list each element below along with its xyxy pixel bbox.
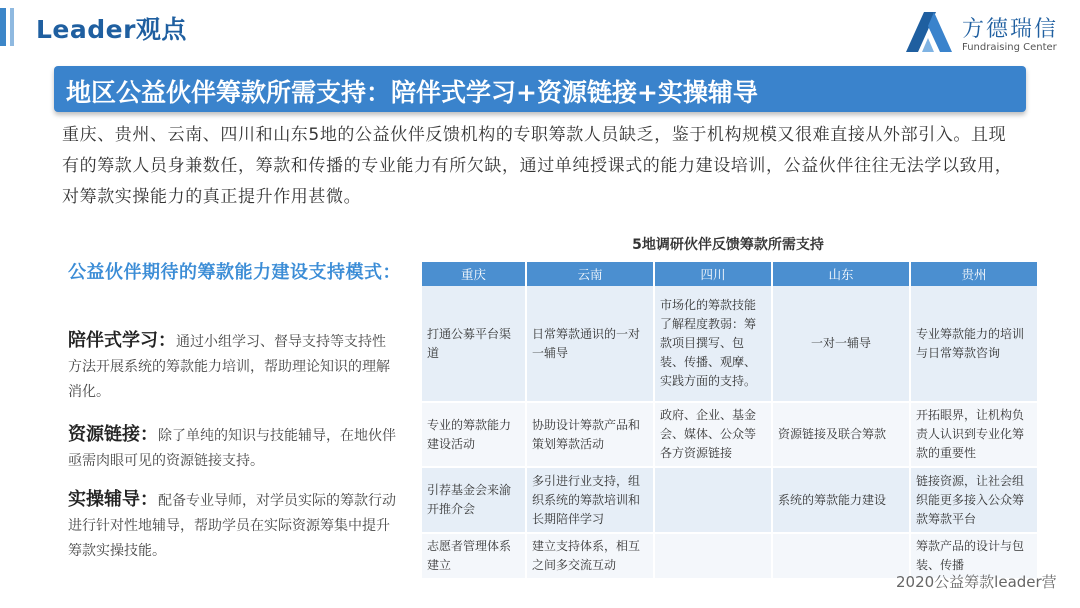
table-cell: 建立支持体系，相互之间多交流互动 <box>526 533 654 579</box>
column-header-guizhou: 贵州 <box>910 262 1038 286</box>
table-cell: 资源链接及联合筹款 <box>772 402 910 467</box>
table-cell: 专业筹款能力的培训与日常筹款咨询 <box>910 286 1038 402</box>
footer-event-label: 2020公益筹款leader营 <box>896 573 1057 591</box>
support-modes-heading: 公益伙伴期待的筹款能力建设支持模式： <box>68 262 401 283</box>
table-header-row <box>422 262 1038 286</box>
banner-title: 地区公益伙伴筹款所需支持：陪伴式学习+资源链接+实操辅导 <box>66 78 758 107</box>
table-cell: 系统的筹款能力建设 <box>772 467 910 533</box>
brand-logo-subtitle: Fundraising Center <box>962 42 1057 53</box>
table-row <box>422 286 1038 402</box>
mode-term: 陪伴式学习： <box>68 330 176 351</box>
page-title: Leader观点 <box>36 15 187 44</box>
table-cell <box>772 533 910 579</box>
mode-resource-linking <box>68 422 398 474</box>
column-header-shandong: 山东 <box>772 262 910 286</box>
table-cell: 链接资源，让社会组织能更多接入公众筹款筹款平台 <box>910 467 1038 533</box>
mode-term: 资源链接： <box>68 424 158 445</box>
table-cell: 政府、企业、基金会、媒体、公众等各方资源链接 <box>654 402 772 467</box>
column-header-sichuan: 四川 <box>654 262 772 286</box>
mode-description: 配备专业导师，对学员实际的筹款行动进行针对性地辅导，帮助学员在实际资源筹集中提升筹款实操技能。 <box>68 493 396 559</box>
brand-logo-name: 方德瑞信 <box>962 17 1059 42</box>
brand-logo-icon <box>906 10 956 54</box>
table-cell: 一对一辅导 <box>772 286 910 402</box>
header-accent-bar <box>0 8 6 46</box>
table-cell: 开拓眼界，让机构负责人认识到专业化筹款的重要性 <box>910 402 1038 467</box>
mode-description: 通过小组学习、督导支持等支持性方法开展系统的筹款能力培训，帮助理论知识的理解消化。 <box>68 334 390 400</box>
header-accent-bar-light <box>10 8 14 46</box>
column-header-yunnan: 云南 <box>526 262 654 286</box>
support-table <box>422 262 1039 580</box>
table-cell: 日常筹款通识的一对一辅导 <box>526 286 654 402</box>
table-cell: 筹款产品的设计与包装、传播 <box>910 533 1038 579</box>
table-title: 5地调研伙伴反馈筹款所需支持 <box>632 237 824 253</box>
mode-practical-coaching <box>68 487 398 564</box>
table-cell <box>654 467 772 533</box>
table-row <box>422 467 1038 533</box>
table-cell <box>654 533 772 579</box>
table-row <box>422 402 1038 467</box>
brand-logo <box>906 10 1066 56</box>
table-cell: 市场化的筹款技能了解程度教弱：筹款项目撰写、包装、传播、观摩、实践方面的支持。 <box>654 286 772 402</box>
table-cell: 专业的筹款能力建设活动 <box>422 402 526 467</box>
mode-description: 除了单纯的知识与技能辅导，在地伙伴亟需肉眼可见的资源链接支持。 <box>68 428 396 469</box>
table-cell: 引荐基金会来渝开推介会 <box>422 467 526 533</box>
intro-paragraph: 重庆、贵州、云南、四川和山东5地的公益伙伴反馈机构的专职筹款人员缺乏，鉴于机构规模又很难直接从外部引入。且现有的筹款人员身兼数任，筹款和传播的专业能力有所欠缺，通过单纯授课式的能力建设培训，公益伙伴往往无法学以致用，对筹款实操能力的真正提升作用甚微。 <box>62 125 1013 207</box>
table-cell: 多引进行业支持，组织系统的筹款培训和长期陪伴学习 <box>526 467 654 533</box>
mode-companion-learning <box>68 328 398 405</box>
table-cell: 协助设计筹款产品和策划筹款活动 <box>526 402 654 467</box>
mode-term: 实操辅导： <box>68 489 158 510</box>
column-header-chongqing: 重庆 <box>422 262 526 286</box>
table-cell: 志愿者管理体系建立 <box>422 533 526 579</box>
section-banner <box>54 66 1026 112</box>
table-cell: 打通公募平台渠道 <box>422 286 526 402</box>
